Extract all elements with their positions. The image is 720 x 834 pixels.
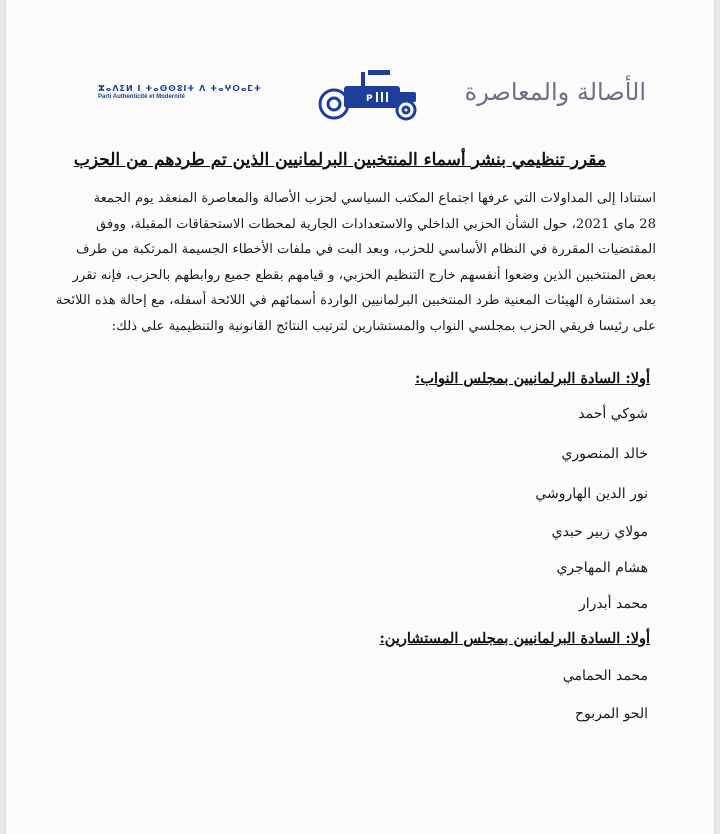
body-paragraph — [55, 186, 656, 340]
list-item: شوكي أحمد — [578, 406, 648, 422]
list-item: مولاي زبير حبدي — [551, 524, 648, 540]
letterhead — [6, 60, 714, 130]
list-item: الحو المربوح — [574, 706, 648, 722]
list-item: خالد المنصوري — [561, 446, 648, 462]
logo-tifinagh: ⵣⴰⴷⵉⵍ ⵏ ⵜⴰⵙⵙⵓⵏⵜ ⴷ ⵜⴰⵖⵔⴰⵎⵜ — [98, 84, 262, 93]
document-page — [6, 0, 714, 834]
section-heading-deputies: أولا: السادة البرلمانيين بمجلس النواب: — [415, 370, 650, 387]
logo-arabic: الأصالة والمعاصرة — [464, 78, 646, 106]
document-title: مقرر تنظيمي بنشر أسماء المنتخبين البرلمانيين الذين تم طردهم من الحزب — [73, 150, 606, 170]
paragraph-line: بعد استشارة الهيئات المعنية طرد المنتخبين البرلمانيين الواردة أسمائهم في اللائحة أسفله، مع إحالة هذه اللائحة — [55, 293, 656, 309]
paragraph-line: 28 ماي 2021، حول الشأن الحزبي الداخلي والاستعدادات الجارية لمحطات الاستحقاقات المقبلة، ووفق — [96, 216, 656, 232]
list-item: محمد أبدرار — [579, 596, 648, 612]
paragraph-line: استنادا إلى المداولات التي عرفها اجتماع المكتب السياسي لحزب الأصالة والمعاصرة المنعقد يوم الجمعة — [93, 191, 656, 206]
tractor-icon — [306, 66, 436, 126]
logo-latin: Parti Authenticité et Modernité — [98, 94, 185, 100]
list-item: محمد الحمامي — [562, 668, 648, 684]
paragraph-line: على رئيسا فريقي الحزب بمجلسي النواب والمستشارين لترتيب النتائج القانونية والتنظيمية على ذلك: — [111, 318, 656, 334]
party-logo-text — [98, 84, 298, 100]
paragraph-line: المقتضيات المقررة في النظام الأساسي للحزب، وبعد البت في ملفات الأخطاء الجسيمة المرتكبة من طرف — [75, 242, 656, 258]
paragraph-line: بعض المنتخبين الذين وضعوا أنفسهم خارج التنظيم الحزبي، و قيامهم بقطع جميع روابطهم بالحزب، فإنه تقرر — [72, 267, 656, 283]
section-heading-councillors: أولا: السادة البرلمانيين بمجلس المستشارين: — [379, 630, 650, 647]
list-item: هشام المهاجري — [556, 560, 648, 576]
list-item: نور الدين الهاروشي — [535, 486, 648, 502]
svg-text:P: P — [366, 94, 373, 104]
